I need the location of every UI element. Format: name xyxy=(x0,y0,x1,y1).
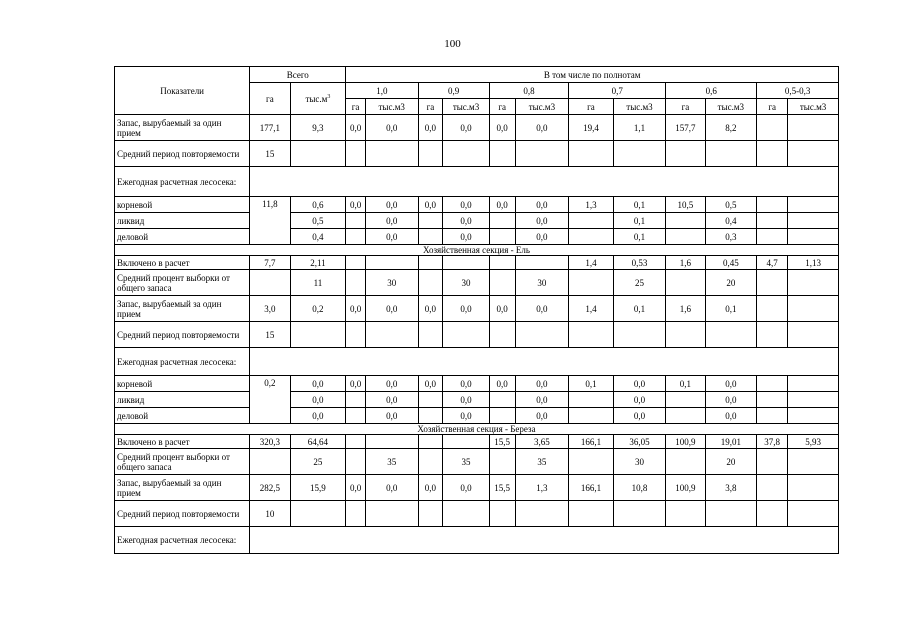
data-cell: 0,0 xyxy=(365,408,418,424)
data-cell: 0,0 xyxy=(418,475,443,501)
row-label: деловой xyxy=(115,408,250,424)
data-cell xyxy=(757,296,788,322)
data-cell: 25 xyxy=(613,270,666,296)
annual-total-ha: 0,2 xyxy=(250,376,290,424)
row-label: Запас, вырубаемый за один прием xyxy=(115,296,250,322)
data-cell: 1,6 xyxy=(666,296,705,322)
row-label: Средний период повторяемости xyxy=(115,322,250,348)
annual-title-row xyxy=(115,348,839,376)
header-total: Всего xyxy=(250,67,346,83)
header-unit-m3: тыс.м3 xyxy=(613,99,666,115)
data-cell: 0,0 xyxy=(365,392,418,408)
data-cell xyxy=(666,449,705,475)
data-cell xyxy=(613,322,666,348)
data-cell: 0,0 xyxy=(365,296,418,322)
row-label: деловой xyxy=(115,229,250,245)
row-label: корневой xyxy=(115,376,250,392)
data-cell xyxy=(705,141,757,167)
data-cell xyxy=(666,322,705,348)
data-cell: 30 xyxy=(515,270,569,296)
data-cell: 0,0 xyxy=(515,376,569,392)
data-cell: 0,0 xyxy=(418,197,443,213)
data-cell: 0,5 xyxy=(705,197,757,213)
data-cell: 0,0 xyxy=(489,296,515,322)
data-cell: 7,7 xyxy=(250,256,290,270)
data-cell: 15,5 xyxy=(489,475,515,501)
data-cell: 10,8 xyxy=(613,475,666,501)
data-cell: 0,1 xyxy=(613,296,666,322)
data-cell: 0,1 xyxy=(613,213,666,229)
data-cell: 37,8 xyxy=(757,435,788,449)
header-density: 0,7 xyxy=(569,83,666,99)
data-cell: 0,0 xyxy=(443,475,489,501)
data-cell: 0,0 xyxy=(365,213,418,229)
empty-cell xyxy=(250,167,839,197)
table-row xyxy=(115,115,839,141)
row-label: ликвид xyxy=(115,392,250,408)
data-cell xyxy=(418,322,443,348)
data-cell xyxy=(788,501,839,527)
data-cell: 0,45 xyxy=(705,256,757,270)
table-row xyxy=(115,197,839,213)
data-cell: 0,0 xyxy=(515,115,569,141)
data-cell: 1,1 xyxy=(613,115,666,141)
data-cell: 0,0 xyxy=(443,376,489,392)
data-cell: 0,0 xyxy=(443,229,489,245)
data-cell: 0,0 xyxy=(489,197,515,213)
data-cell xyxy=(788,408,839,424)
data-cell: 3,0 xyxy=(250,296,290,322)
table-row xyxy=(115,449,839,475)
section-title-row xyxy=(115,245,839,256)
data-cell: 0,4 xyxy=(705,213,757,229)
row-label: Запас, вырубаемый за один прием xyxy=(115,475,250,501)
data-cell xyxy=(346,256,366,270)
data-cell: 0,0 xyxy=(443,296,489,322)
data-cell xyxy=(418,435,443,449)
data-cell: 100,9 xyxy=(666,435,705,449)
header-unit-m3: тыс.м3 xyxy=(443,99,489,115)
data-cell xyxy=(569,408,613,424)
header-by-density: В том числе по полнотам xyxy=(346,67,839,83)
data-cell xyxy=(346,270,366,296)
data-cell xyxy=(418,408,443,424)
header-density: 0,6 xyxy=(666,83,757,99)
data-cell: 0,0 xyxy=(365,376,418,392)
table-row xyxy=(115,435,839,449)
data-cell: 20 xyxy=(705,449,757,475)
section-title: Хозяйственная секция - Береза xyxy=(115,424,839,435)
row-label: ликвид xyxy=(115,213,250,229)
data-cell: 0,0 xyxy=(346,115,366,141)
data-cell xyxy=(346,141,366,167)
data-cell xyxy=(666,229,705,245)
data-cell xyxy=(489,229,515,245)
data-cell xyxy=(290,501,346,527)
data-cell: 0,1 xyxy=(613,229,666,245)
header-unit-m3: тыс.м3 xyxy=(788,99,839,115)
data-cell xyxy=(788,229,839,245)
header-total-m3: $тыс.м^3$ xyxy=(290,83,346,115)
data-cell xyxy=(788,475,839,501)
data-cell xyxy=(788,449,839,475)
data-cell: 166,1 xyxy=(569,435,613,449)
header-indicators: Показатели xyxy=(115,67,250,115)
data-cell xyxy=(705,322,757,348)
data-cell xyxy=(613,141,666,167)
data-cell xyxy=(346,213,366,229)
data-cell xyxy=(788,115,839,141)
data-cell: 1,4 xyxy=(569,256,613,270)
data-cell: 15,9 xyxy=(290,475,346,501)
data-cell xyxy=(569,229,613,245)
data-cell: 0,0 xyxy=(418,376,443,392)
data-cell xyxy=(788,322,839,348)
data-cell: 10,5 xyxy=(666,197,705,213)
data-cell: 0,0 xyxy=(290,376,346,392)
row-label: Средний период повторяемости xyxy=(115,501,250,527)
data-cell xyxy=(418,256,443,270)
data-cell xyxy=(569,213,613,229)
annual-title: Ежегодная расчетная лесосека: xyxy=(115,348,250,376)
data-cell xyxy=(489,392,515,408)
header-unit-ha: га xyxy=(489,99,515,115)
data-cell: 0,0 xyxy=(613,408,666,424)
data-cell xyxy=(418,229,443,245)
data-cell: 8,2 xyxy=(705,115,757,141)
data-cell: 0,0 xyxy=(346,197,366,213)
table-row xyxy=(115,213,839,229)
row-label: Средний процент выборки от общего запаса xyxy=(115,270,250,296)
data-cell: 0,2 xyxy=(290,296,346,322)
data-cell: 1,4 xyxy=(569,296,613,322)
data-cell xyxy=(515,322,569,348)
data-cell xyxy=(666,392,705,408)
header-density: 1,0 xyxy=(346,83,418,99)
data-cell: 19,01 xyxy=(705,435,757,449)
data-cell xyxy=(250,449,290,475)
header-total-ha: га xyxy=(250,83,290,115)
data-cell xyxy=(788,270,839,296)
data-cell xyxy=(365,141,418,167)
header-unit-ha: га xyxy=(418,99,443,115)
data-cell: 0,0 xyxy=(443,408,489,424)
forest-table xyxy=(114,66,839,554)
data-cell: 0,0 xyxy=(365,197,418,213)
data-cell xyxy=(613,501,666,527)
data-cell xyxy=(489,213,515,229)
data-cell xyxy=(666,408,705,424)
data-cell xyxy=(250,270,290,296)
data-cell: 166,1 xyxy=(569,475,613,501)
data-cell xyxy=(365,435,418,449)
data-cell xyxy=(666,270,705,296)
data-cell: 0,0 xyxy=(346,376,366,392)
data-cell xyxy=(666,501,705,527)
table-row xyxy=(115,501,839,527)
data-cell: 9,3 xyxy=(290,115,346,141)
data-cell: 0,0 xyxy=(346,296,366,322)
row-label: корневой xyxy=(115,197,250,213)
data-cell: 36,05 xyxy=(613,435,666,449)
data-cell xyxy=(443,501,489,527)
data-cell xyxy=(489,501,515,527)
data-cell: 320,3 xyxy=(250,435,290,449)
data-cell: 0,1 xyxy=(666,376,705,392)
data-cell xyxy=(489,270,515,296)
data-cell xyxy=(757,270,788,296)
header-density: 0,9 xyxy=(418,83,489,99)
data-cell xyxy=(757,449,788,475)
data-cell xyxy=(489,449,515,475)
data-cell: 0,0 xyxy=(365,115,418,141)
data-cell xyxy=(365,256,418,270)
table-row xyxy=(115,322,839,348)
data-cell: 30 xyxy=(365,270,418,296)
data-cell: 20 xyxy=(705,270,757,296)
data-cell xyxy=(666,213,705,229)
data-cell: 0,0 xyxy=(290,392,346,408)
data-cell: 3,8 xyxy=(705,475,757,501)
section-title-row xyxy=(115,424,839,435)
data-cell xyxy=(757,475,788,501)
data-cell: 0,0 xyxy=(705,376,757,392)
page-number: 100 xyxy=(444,38,461,50)
empty-cell xyxy=(250,348,839,376)
data-cell xyxy=(418,501,443,527)
data-cell xyxy=(788,376,839,392)
data-cell: 0,0 xyxy=(515,392,569,408)
data-cell: 35 xyxy=(443,449,489,475)
data-cell xyxy=(757,392,788,408)
data-cell: 282,5 xyxy=(250,475,290,501)
table-row xyxy=(115,376,839,392)
data-cell xyxy=(365,501,418,527)
data-cell: 0,0 xyxy=(418,296,443,322)
data-cell: 15,5 xyxy=(489,435,515,449)
data-cell xyxy=(346,501,366,527)
data-cell xyxy=(443,322,489,348)
data-cell: 30 xyxy=(443,270,489,296)
data-cell xyxy=(569,501,613,527)
data-cell: 0,0 xyxy=(515,408,569,424)
data-cell xyxy=(346,408,366,424)
data-cell: 15 xyxy=(250,141,290,167)
data-cell: 0,0 xyxy=(443,213,489,229)
data-cell: 0,0 xyxy=(443,115,489,141)
section-title: Хозяйственная секция - Ель xyxy=(115,245,839,256)
data-cell xyxy=(757,229,788,245)
data-cell xyxy=(666,141,705,167)
data-cell xyxy=(290,141,346,167)
table-row xyxy=(115,229,839,245)
data-cell: 1,13 xyxy=(788,256,839,270)
data-cell: 0,0 xyxy=(515,213,569,229)
data-cell xyxy=(757,408,788,424)
data-cell xyxy=(346,392,366,408)
annual-total-ha: 11,8 xyxy=(250,197,290,245)
data-cell xyxy=(290,322,346,348)
table-row xyxy=(115,141,839,167)
data-cell: 35 xyxy=(365,449,418,475)
data-cell: 0,0 xyxy=(515,197,569,213)
data-cell: 2,11 xyxy=(290,256,346,270)
data-cell xyxy=(757,197,788,213)
annual-title: Ежегодная расчетная лесосека: xyxy=(115,527,250,554)
data-cell xyxy=(569,141,613,167)
data-cell xyxy=(346,435,366,449)
data-cell xyxy=(788,197,839,213)
data-cell: 100,9 xyxy=(666,475,705,501)
header-density: 0,5-0,3 xyxy=(757,83,839,99)
data-cell: 0,0 xyxy=(443,197,489,213)
data-cell xyxy=(757,141,788,167)
header-unit-ha: га xyxy=(346,99,366,115)
data-cell xyxy=(757,376,788,392)
data-cell: 1,3 xyxy=(569,197,613,213)
data-cell xyxy=(418,392,443,408)
row-label: Включено в расчет xyxy=(115,435,250,449)
table-row xyxy=(115,392,839,408)
data-cell xyxy=(757,213,788,229)
data-cell: 0,0 xyxy=(489,376,515,392)
data-cell: 0,0 xyxy=(515,229,569,245)
data-cell: 3,65 xyxy=(515,435,569,449)
data-cell xyxy=(515,501,569,527)
data-cell xyxy=(346,322,366,348)
data-cell xyxy=(757,322,788,348)
data-cell: 0,5 xyxy=(290,213,346,229)
data-cell xyxy=(705,501,757,527)
data-cell xyxy=(365,322,418,348)
table-row xyxy=(115,408,839,424)
table-row xyxy=(115,475,839,501)
row-label: Запас, вырубаемый за один прием xyxy=(115,115,250,141)
data-cell xyxy=(788,141,839,167)
header-unit-ha: га xyxy=(569,99,613,115)
data-cell xyxy=(443,256,489,270)
data-cell: 0,0 xyxy=(365,229,418,245)
data-cell: 0,0 xyxy=(290,408,346,424)
data-cell xyxy=(569,449,613,475)
data-cell: 0,3 xyxy=(705,229,757,245)
data-cell xyxy=(489,256,515,270)
data-cell: 0,0 xyxy=(489,115,515,141)
data-cell xyxy=(515,141,569,167)
data-cell: 15 xyxy=(250,322,290,348)
data-cell xyxy=(443,435,489,449)
data-cell: 0,0 xyxy=(705,408,757,424)
data-cell xyxy=(443,141,489,167)
row-label: Включено в расчет xyxy=(115,256,250,270)
data-cell: 0,0 xyxy=(613,376,666,392)
data-cell: 0,0 xyxy=(418,115,443,141)
data-cell xyxy=(569,392,613,408)
table-body xyxy=(115,67,839,554)
data-cell: 4,7 xyxy=(757,256,788,270)
data-cell: 1,3 xyxy=(515,475,569,501)
data-cell xyxy=(569,322,613,348)
table-row xyxy=(115,296,839,322)
header-unit-m3: тыс.м3 xyxy=(515,99,569,115)
data-cell: 0,0 xyxy=(443,392,489,408)
data-cell: 19,4 xyxy=(569,115,613,141)
annual-title-row xyxy=(115,527,839,554)
row-label: Средний период повторяемости xyxy=(115,141,250,167)
data-cell xyxy=(489,408,515,424)
header-density: 0,8 xyxy=(489,83,569,99)
data-cell: 157,7 xyxy=(666,115,705,141)
header-unit-m3: тыс.м3 xyxy=(365,99,418,115)
row-label: Средний процент выборки от общего запаса xyxy=(115,449,250,475)
empty-cell xyxy=(250,527,839,554)
annual-title-row xyxy=(115,167,839,197)
data-cell xyxy=(418,141,443,167)
data-cell: 0,1 xyxy=(705,296,757,322)
data-cell: 0,0 xyxy=(346,475,366,501)
table-row xyxy=(115,270,839,296)
data-cell: 11 xyxy=(290,270,346,296)
header-row-1 xyxy=(115,67,839,83)
data-cell xyxy=(489,322,515,348)
data-cell xyxy=(788,296,839,322)
data-cell xyxy=(788,213,839,229)
header-unit-ha: га xyxy=(666,99,705,115)
data-cell: 0,1 xyxy=(569,376,613,392)
data-cell: 0,6 xyxy=(290,197,346,213)
data-cell xyxy=(418,213,443,229)
data-cell xyxy=(346,229,366,245)
data-cell xyxy=(489,141,515,167)
data-cell: 35 xyxy=(515,449,569,475)
data-cell: 64,64 xyxy=(290,435,346,449)
data-cell: 10 xyxy=(250,501,290,527)
data-cell: 30 xyxy=(613,449,666,475)
data-cell: 177,1 xyxy=(250,115,290,141)
data-cell: 0,1 xyxy=(613,197,666,213)
data-cell xyxy=(418,270,443,296)
data-cell xyxy=(788,392,839,408)
data-cell: 5,93 xyxy=(788,435,839,449)
data-cell xyxy=(757,501,788,527)
header-unit-ha: га xyxy=(757,99,788,115)
data-cell: 1,6 xyxy=(666,256,705,270)
data-cell: 0,0 xyxy=(705,392,757,408)
data-cell xyxy=(515,256,569,270)
data-cell: 0,0 xyxy=(515,296,569,322)
header-unit-m3: тыс.м3 xyxy=(705,99,757,115)
table-row xyxy=(115,256,839,270)
data-cell xyxy=(757,115,788,141)
data-cell: 0,0 xyxy=(613,392,666,408)
data-cell xyxy=(569,270,613,296)
data-cell xyxy=(346,449,366,475)
data-cell: 0,0 xyxy=(365,475,418,501)
data-cell: 25 xyxy=(290,449,346,475)
data-cell: 0,4 xyxy=(290,229,346,245)
annual-title: Ежегодная расчетная лесосека: xyxy=(115,167,250,197)
data-cell: 0,53 xyxy=(613,256,666,270)
data-cell xyxy=(418,449,443,475)
